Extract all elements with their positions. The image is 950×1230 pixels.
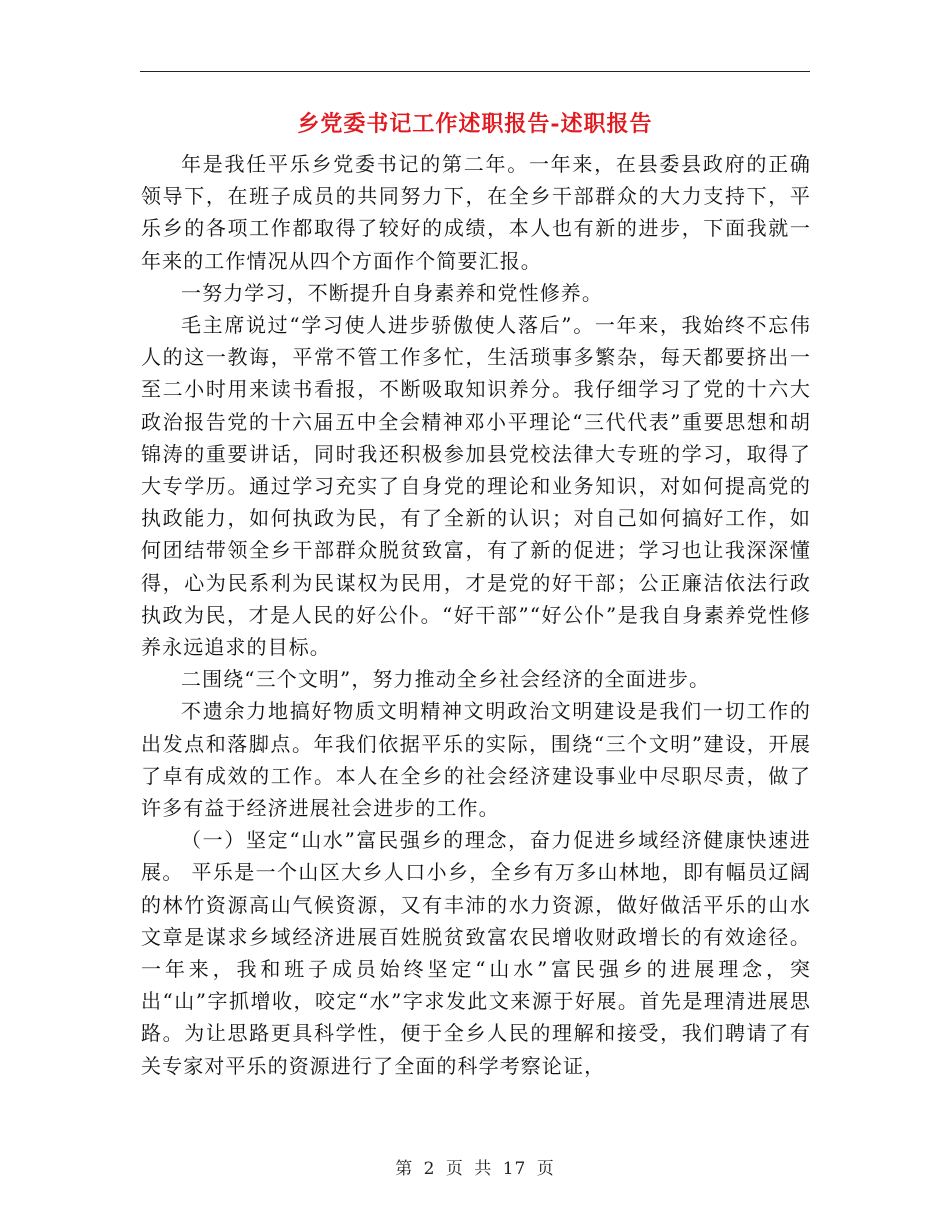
page-number-footer: 第 2 页 共 17 页 <box>395 1159 555 1179</box>
paragraph: 不遗余力地搞好物质文明精神文明政治文明建设是我们一切工作的出发点和落脚点。年我们依据平乐的实际，围绕“三个文明”建设，开展了卓有成效的工作。本人在全乡的社会经济建设事业中尽职尽责，做了许多有益于经济进展社会进步的工作。 <box>141 699 811 821</box>
paragraph: 一努力学习，不断提升自身素养和党性修养。 <box>181 280 603 305</box>
paragraph: 二围绕“三个文明”，努力推动全乡社会经济的全面进步。 <box>181 667 711 692</box>
paragraph: 毛主席说过“学习使人进步骄傲使人落后”。一年来，我始终不忘伟人的这一教诲，平常不管工作多忙，生活琐事多繁杂，每天都要挤出一至二小时用来读书看报，不断吸取知识养分。我仔细学习了党的十六大政治报告党的十六届五中全会精神邓小平理论“三代代表”重要思想和胡锦涛的重要讲话，同时我还积极参加县党校法律大专班的学习，取得了大专学历。通过学习充实了自身党的理论和业务知识，对如何提高党的执政能力，如何执政为民，有了全新的认识；对自己如何搞好工作，如何团结带领全乡干部群众脱贫致富，有了新的促进；学习也让我深深懂得，心为民系利为民谋权为民用，才是党的好干部；公正廉洁依法行政执政为民，才是人民的好公仆。“好干部”“好公仆”是我自身素养党性修养永远追求的目标。 <box>141 313 811 660</box>
paragraph: 年是我任平乐乡党委书记的第二年。一年来，在县委县政府的正确领导下，在班子成员的共同努力下，在全乡干部群众的大力支持下，平乐乡的各项工作都取得了较好的成绩，本人也有新的进步，下面我就一年来的工作情况从四个方面作个简要汇报。 <box>141 152 811 273</box>
paragraph: （一）坚定“山水”富民强乡的理念，奋力促进乡域经济健康快速进展。 平乐是一个山区大乡人口小乡，全乡有万多山林地，即有幅员辽阔的林竹资源高山气候资源，又有丰沛的水力资源，做好做活平乐的山水文章是谋求乡域经济进展百姓脱贫致富农民增收财政增长的有效途径。一年来，我和班子成员始终坚定“山水”富民强乡的进展理念，突出“山”字抓增收，咬定“水”字求发此文来源于好展。首先是理清进展思路。为让思路更具科学性，便于全乡人民的理解和接受，我们聘请了有关专家对平乐的资源进行了全面的科学考察论证， <box>141 828 811 1078</box>
document-title: 乡党委书记工作述职报告-述职报告 <box>297 111 653 137</box>
document-body <box>141 148 811 1082</box>
header-rule <box>140 71 810 72</box>
